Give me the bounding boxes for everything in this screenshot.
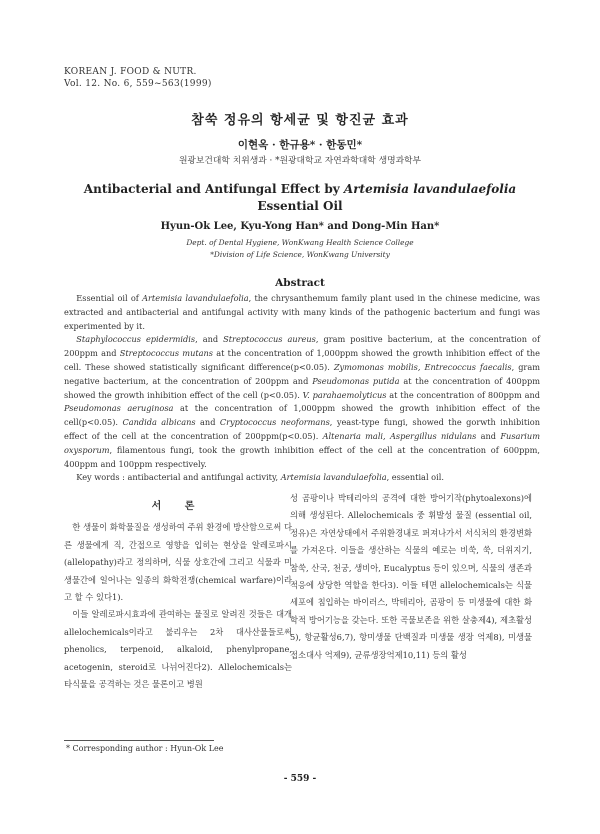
korean-affiliation: 원광보건대학 치위생과 · *원광대학교 자연과학대학 생명과학부 [178,156,422,166]
species-name: Artemisia lavandulaefolia [280,472,387,483]
body-paragraph: 이들 알레로파시효과에 관여하는 물질로 알려진 것들은 대개 allelochemicals이라고 불리우는 2차 대사산물들로써 phenolics, terpenoid, alkaloid, phenylpropane, acetogenin, steroid로 나뉘어진다2). Allelochemicals는 타식물을 공격하는 것은 물론이고 병원 [64,609,292,690]
abstract-text: , gram positive bacterium, at the concentration of 200ppm and [64,334,540,359]
species-name: V. parahaemolyticus [302,389,387,400]
affiliation-2: *Division of Life Science, WonKwang University [210,250,390,259]
species-name: Candida albicans [122,417,196,428]
species-name: Fusarium oxysporum [64,430,540,455]
abstract-paragraph-2 [64,333,540,471]
page-number: - 559 - [283,774,317,784]
korean-title: 참쑥 정유의 항세균 및 항진균 효과 [191,113,409,128]
body-paragraph: 성 곰팡이나 박테리아의 공격에 대한 방어기작(phytoalexons)에 의해 생성된다. Allelochemicals 중 휘발성 물질 (essential oil, 정유)은 자연상태에서 주위환경내로 퍼져나가서 서식처의 환경변화를 가져온다. 이들을 생산하는 식물의 예로는 비쑥, 쑥, 더위지기, 참쑥, 산국, 천궁, 생비아, Eucalyptus 등이 있으며, 식물의 생존과 적응에 상당한 역할을 한다3). 이들 테면 allelochemicals는 식물세포에 침입하는 바이러스, 박테리아, 곰팡이 등 미생물에 대한 화학적 방어기능을 갖는다. 또한 곡물보존을 위한 살충제4), 제초활성5), 항균활성6,7), 항미생물 단백질과 미생물 생장 억제8), 미생물 접소대사 억제9), 균류생장억제10,11) 등의 활성 [290,493,532,660]
abstract-text: and [476,430,501,441]
species-name: Streptococcus mutans [119,348,213,359]
keywords-text: , essential oil. [386,472,444,483]
abstract-text: , and [195,334,224,345]
journal-volume: Vol. 12. No. 6, 559~563(1999) [64,79,212,89]
abstract-body [64,292,540,485]
keywords-text: Key words : antibacterial and antifungal activity, [76,472,281,483]
affiliation-1: Dept. of Dental Hygiene, WonKwang Health Science College [186,238,414,247]
english-authors: Hyun-Ok Lee, Kyu-Yong Han* and Dong-Min Han* [160,221,440,232]
keywords [64,471,540,485]
korean-authors: 이현옥 · 한규용* · 한동민* [237,139,363,151]
english-title-species: Artemisia lavandulaefolia [343,182,517,196]
footnote-divider [64,740,214,741]
abstract-text: at the concentration of 1,000ppm showed the growth inhibition effect of the cell(p<0.05). [64,403,540,428]
abstract-text: , filamentous fungi, took the growth inhibition effect of the cell at the concentration of 600ppm, 400ppm and 100ppm respectively. [64,444,540,469]
species-name: Zymomonas mobilis, Entrecoccus faecalis [333,361,512,372]
species-name: Staphylococcus epidermidis [76,334,196,345]
abstract-text: , the chrysanthemum family plant used in the chinese medicine, was extracted and antibacterial and antifungal activity with many kinds of the pathogenic bacterium and fungi was experimented by it. [64,293,541,331]
abstract-text: at the concentration of 800ppm and [386,389,541,400]
species-name: Pseudomonas aeruginosa [64,403,174,414]
abstract-text: , yeast-type fungi, showed the gorwth inhibition effect of the cell at the concentration of 200ppm(p<0.05). [64,417,541,441]
abstract-text: and [195,417,220,428]
body-column-left [64,498,292,693]
section-heading-introduction: 서 론 [151,501,205,512]
english-affiliations [0,237,600,261]
species-name: Artemisia lavandulaefolia [142,293,249,303]
english-title-line2: Essential Oil [257,199,343,213]
journal-citation [64,66,212,90]
abstract-text: Essential oil of [76,293,143,303]
species-name: Altenaria mali, Aspergillus nidulans [322,430,477,441]
abstract-paragraph-1 [64,292,540,333]
journal-name: KOREAN J. FOOD & NUTR. [64,67,197,77]
abstract-text: at the concentration of 400ppm showed the growth inhibition effect of the cell (p<0.05). [64,375,540,400]
species-name: Cryptococcus neoformans [219,417,330,428]
body-column-right [290,490,532,664]
abstract-text: at the concentration of 1,000ppm showed the growth inhibition effect of the cell. These showed statistically significant difference(p<0.05). [64,348,540,372]
english-title [0,181,600,215]
abstract-text: , gram negative bacterium, at the concentration of 200ppm and [64,361,540,386]
body-paragraph: 한 생물이 화학물질을 생성하여 주위 환경에 방산함으로써 다른 생물에게 직, 간접으로 영향을 입히는 현상을 알레로파시(allelopathy)라고 정의하며, 식물 상호간에 그리고 식물과 미생물간에 일어나는 일종의 화학전쟁(chemical warfare)이라고 할 수 있다1). [64,522,292,603]
corresponding-author-footnote: * Corresponding author : Hyun-Ok Lee [66,744,224,753]
species-name: Streptococcus aureus [223,334,316,345]
abstract-heading: Abstract [275,277,325,289]
species-name: Pseudomonas putida [312,375,400,386]
english-title-text: Antibacterial and Antifungal Effect by [83,182,344,196]
